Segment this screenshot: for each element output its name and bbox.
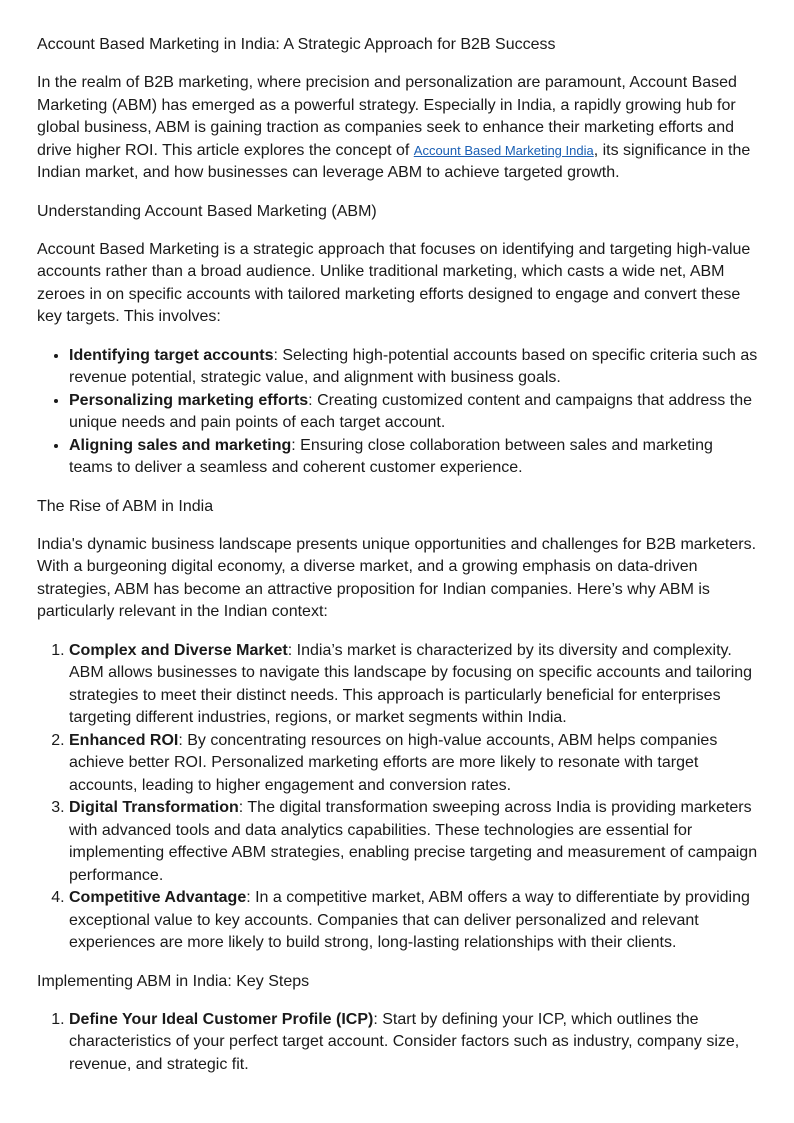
list-item-text: : Creating customized content and campaigns that address the unique needs and pain points of each target account. bbox=[69, 391, 752, 431]
list-item bbox=[69, 887, 759, 955]
list-item-term: Identifying target accounts bbox=[69, 346, 274, 364]
intro-paragraph bbox=[37, 72, 759, 185]
list-item-term: Define Your Ideal Customer Profile (ICP) bbox=[69, 1010, 374, 1028]
list-item-term: Competitive Advantage bbox=[69, 889, 247, 906]
document-page bbox=[37, 34, 759, 1092]
list-item-text: : Selecting high-potential accounts based on specific criteria such as revenue potential, strategic value, and alignment with business goals. bbox=[69, 346, 758, 386]
section-paragraph-rise-of-abm: India's dynamic business landscape presents unique opportunities and challenges for B2B marketers. With a burgeoning digital economy, a diverse market, and a growing emphasis on data-driven strategies, ABM has become an attractive proposition for Indian companies. Here’s why ABM is particularly relevant in the Indian context: bbox=[37, 535, 757, 620]
intro-text-after-link: , its significance in the Indian market, and how businesses can leverage ABM to achieve targeted growth. bbox=[37, 141, 751, 181]
abm-relevance-list bbox=[37, 640, 759, 955]
list-item-term: Personalizing marketing efforts bbox=[69, 391, 309, 409]
list-item bbox=[69, 390, 759, 435]
list-item bbox=[69, 435, 759, 480]
list-item-term: Digital Transformation bbox=[69, 799, 239, 816]
list-item-text: : The digital transformation sweeping across India is providing marketers with advanced tools and data analytics capabilities. These technologies are essential for implementing effective ABM strategies, enabling precise targeting and measurement of campaign performance. bbox=[69, 799, 758, 884]
list-item bbox=[69, 797, 759, 887]
section-heading-rise-of-abm: The Rise of ABM in India bbox=[37, 497, 214, 515]
section-heading-implementing-abm: Implementing ABM in India: Key Steps bbox=[37, 972, 310, 990]
abm-india-link[interactable]: Account Based Marketing India bbox=[413, 142, 594, 158]
abm-steps-list bbox=[37, 1009, 759, 1077]
intro-text-before-link: In the realm of B2B marketing, where precision and personalization are paramount, Account Based Marketing (ABM) has emerged as a powerful strategy. Especially in India, a rapidly growing hub for global business, ABM is gaining traction as companies seek to enhance their marketing efforts and drive higher ROI. This article explores the concept of bbox=[37, 74, 737, 159]
list-item-text: : Start by defining your ICP, which outlines the characteristics of your perfect target account. Consider factors such as industry, company size, revenue, and strategic fit. bbox=[69, 1010, 740, 1073]
list-item-text: : India’s market is characterized by its diversity and complexity. ABM allows businesses to navigate this landscape by focusing on specific accounts and tailoring strategies to meet their distinct needs. This approach is particularly beneficial for enterprises targeting different industries, regions, or market segments within India. bbox=[69, 641, 753, 726]
list-item bbox=[69, 640, 759, 730]
list-item-text: : In a competitive market, ABM offers a way to differentiate by providing exceptional value to key accounts. Companies that can deliver personalized and relevant experiences are more likely to build strong, long-lasting relationships with their clients. bbox=[69, 889, 750, 951]
document-title: Account Based Marketing in India: A Strategic Approach for B2B Success bbox=[37, 36, 556, 53]
list-item bbox=[69, 1009, 759, 1077]
list-item-term: Enhanced ROI bbox=[69, 731, 179, 749]
list-item-text: : By concentrating resources on high-value accounts, ABM helps companies achieve better ROI. Personalized marketing efforts are more likely to resonate with target accounts, leading to higher engagement and conversion rates. bbox=[69, 731, 718, 794]
list-item-text: : Ensuring close collaboration between sales and marketing teams to deliver a seamless and coherent customer experience. bbox=[69, 436, 713, 476]
abm-involves-list bbox=[37, 345, 759, 480]
list-item-term: Complex and Diverse Market bbox=[69, 641, 288, 659]
list-item bbox=[69, 730, 759, 798]
list-item-term: Aligning sales and marketing bbox=[69, 436, 292, 454]
list-item bbox=[69, 345, 759, 390]
section-paragraph-understanding-abm: Account Based Marketing is a strategic approach that focuses on identifying and targeting high-value accounts rather than a broad audience. Unlike traditional marketing, which casts a wide net, ABM zeroes in on specific accounts with tailored marketing efforts designed to engage and convert these key targets. This involves: bbox=[37, 240, 751, 325]
section-heading-understanding-abm: Understanding Account Based Marketing (ABM) bbox=[37, 202, 377, 220]
